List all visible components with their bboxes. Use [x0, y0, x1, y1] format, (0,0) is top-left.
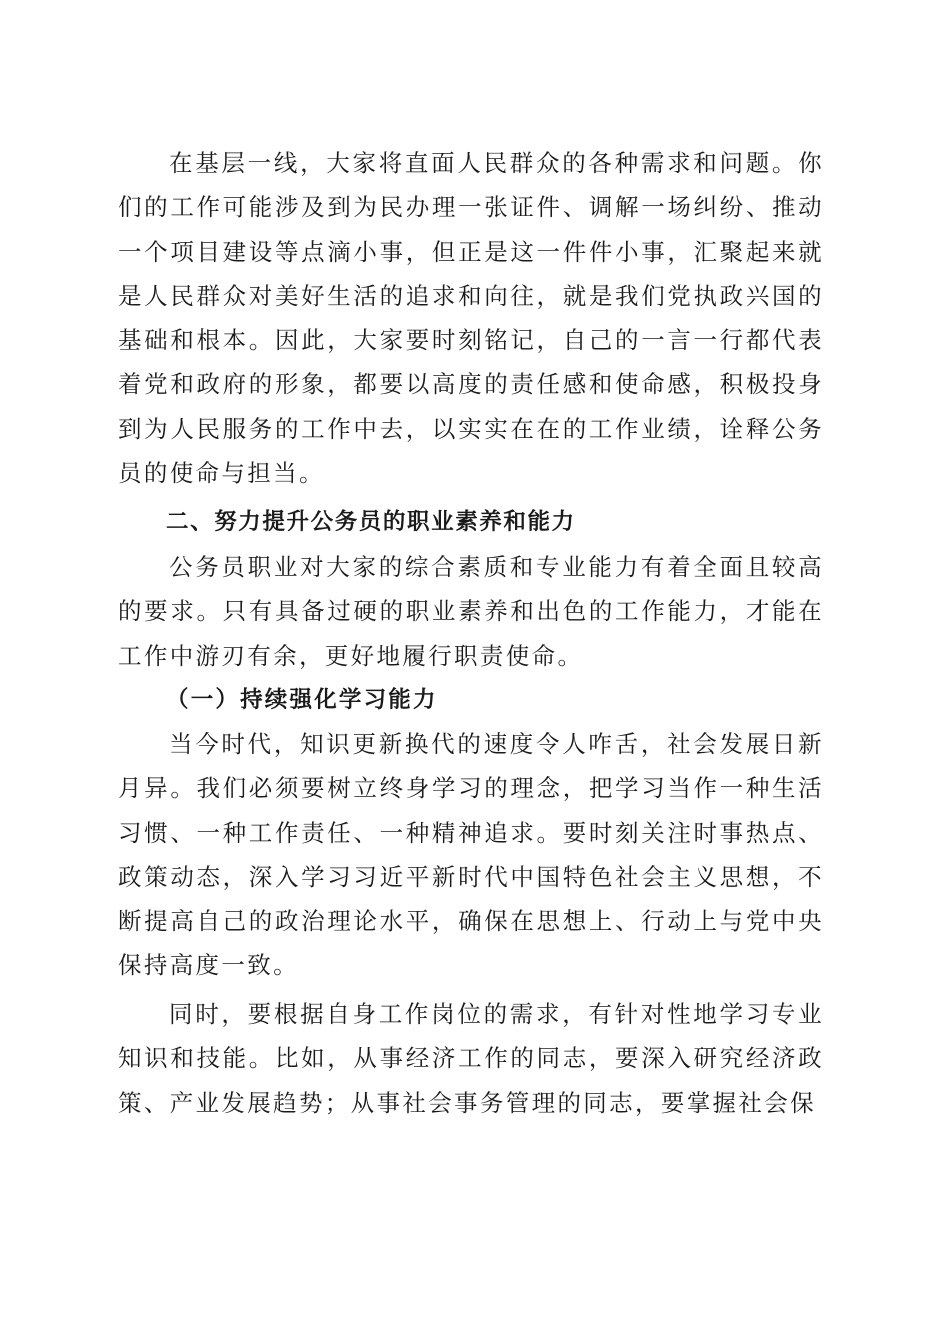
section-heading: 二、努力提升公务员的职业素养和能力 [166, 509, 576, 535]
body-paragraph: 同时，要根据自身工作岗位的需求，有针对性地学习专业知识和技能。比如，从事经济工作的同志，要深入研究经济政策、产业发展趋势；从事社会事务管理的同志，要掌握社会保 [118, 1000, 824, 1117]
subsection-heading: （一）持续强化学习能力 [166, 687, 438, 713]
body-paragraph: 公务员职业对大家的综合素质和专业能力有着全面且较高的要求。只有具备过硬的职业素养和出色的工作能力，才能在工作中游刃有余，更好地履行职责使命。 [118, 553, 824, 670]
body-paragraph: 在基层一线，大家将直面人民群众的各种需求和问题。你们的工作可能涉及到为民办理一张证件、调解一场纠纷、推动一个项目建设等点滴小事，但正是这一件件小事，汇聚起来就是人民群众对美好生活的追求和向往，就是我们党执政兴国的基础和根本。因此，大家要时刻铭记，自己的一言一行都代表着党和政府的形象，都要以高度的责任感和使命感，积极投身到为人民服务的工作中去，以实实在在的工作业绩，诠释公务员的使命与担当。 [118, 149, 824, 488]
body-paragraph: 当今时代，知识更新换代的速度令人咋舌，社会发展日新月异。我们必须要树立终身学习的理念，把学习当作一种生活习惯、一种工作责任、一种精神追求。要时刻关注时事热点、政策动态，深入学习习近平新时代中国特色社会主义思想，不断提高自己的政治理论水平，确保在思想上、行动上与党中央保持高度一致。 [118, 730, 824, 980]
